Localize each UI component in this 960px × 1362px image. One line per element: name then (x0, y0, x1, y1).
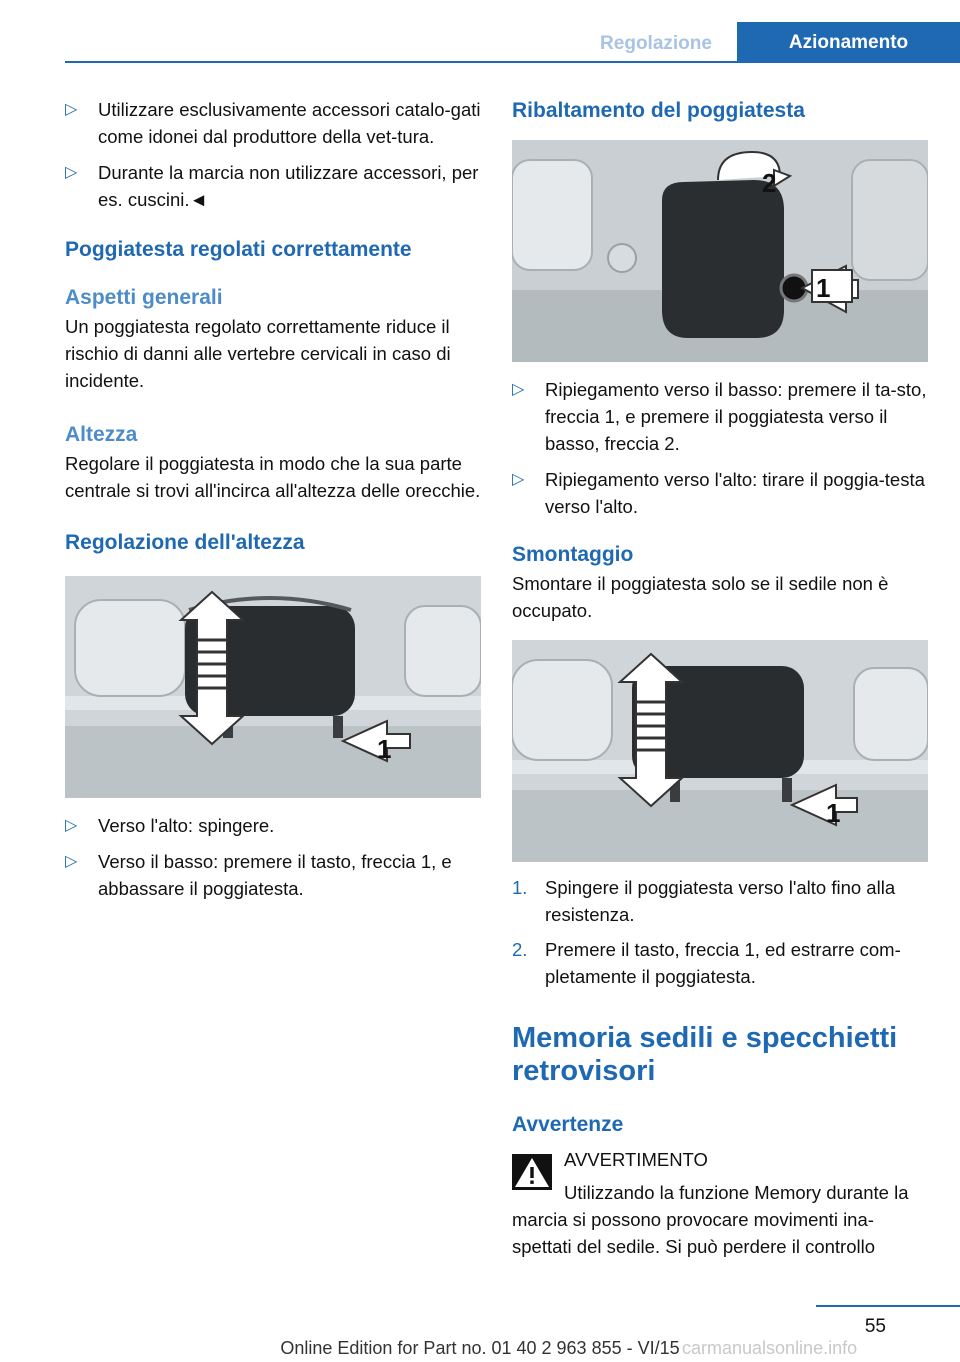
chapter-tab: Azionamento (737, 22, 960, 62)
bullet-item: ▷ Ripiegamento verso l'alto: tirare il poggia-testa verso l'alto. (512, 466, 930, 520)
edition-footer: Online Edition for Part no. 01 40 2 963 855 - VI/15 (280, 1338, 680, 1358)
numbered-step: 1. Spingere il poggiatesta verso l'alto fino alla resistenza. (512, 877, 896, 925)
arrow-label-2: 2 (762, 168, 777, 198)
left-column (65, 96, 483, 911)
right-column (512, 96, 930, 1260)
heading-memory: Memoria sedili e specchietti retrovisori (512, 1022, 898, 1087)
bullet-item: ▷ Durante la marcia non utilizzare accessori, per es. cuscini.◄ (65, 159, 483, 213)
warning-first-line (564, 1179, 930, 1206)
heading-correct-headrest: Poggiatesta regolati correttamente (65, 238, 412, 261)
arrow-label-1: 1 (816, 273, 831, 303)
paragraph-removal: Smontare il poggiatesta solo se il sedile non è occupato. (512, 573, 889, 621)
page-header (0, 0, 960, 64)
warning-triangle-icon (512, 1154, 552, 1190)
heading-removal: Smontaggio (512, 543, 634, 566)
headrest-fold-figure (512, 140, 928, 362)
triangle-bullet-icon: ▷ (65, 101, 78, 118)
header-rule (65, 61, 960, 63)
numbered-step: 2. Premere il tasto, freccia 1, ed estrarre com-pletamente il poggiatesta. (512, 939, 901, 987)
triangle-bullet-icon: ▷ (65, 853, 78, 870)
bullet-item: ▷ Verso il basso: premere il tasto, freccia 1, e abbassare il poggiatesta. (65, 848, 483, 902)
paragraph-general: Un poggiatesta regolato correttamente riduce il rischio di danni alle vertebre cervicali in caso di incidente. (65, 316, 451, 391)
warning-text: Utilizzando la funzione Memory durante la marcia si possono provocare movimenti ina-spettati del sedile. Si può perdere il controllo (512, 1182, 909, 1257)
warning-block (512, 1146, 930, 1206)
triangle-bullet-icon: ▷ (65, 817, 78, 834)
warning-title: AVVERTIMENTO (564, 1149, 708, 1170)
watermark: carmanualsonline.info (682, 1338, 858, 1358)
heading-height: Altezza (65, 423, 138, 446)
bullet-item: ▷ Ripiegamento verso il basso: premere il ta-sto, freccia 1, e premere il poggiatesta verso il basso, freccia 2. (512, 376, 930, 457)
bullet-item: ▷ Utilizzare esclusivamente accessori catalo-gati come idonei dal produttore della vet-tura. (65, 96, 483, 150)
triangle-bullet-icon: ▷ (512, 381, 525, 398)
arrow-label-1: 1 (377, 734, 392, 764)
arrow-label-1: 1 (826, 798, 841, 828)
heading-general: Aspetti generali (65, 286, 223, 309)
page-number: 55 (864, 1316, 886, 1337)
triangle-bullet-icon: ▷ (512, 471, 525, 488)
bullet-item: ▷ Verso l'alto: spingere. (65, 812, 483, 839)
heading-fold: Ribaltamento del poggiatesta (512, 99, 805, 122)
paragraph-height: Regolare il poggiatesta in modo che la sua parte centrale si trovi all'incirca all'altezza delle orecchie. (65, 453, 481, 501)
footer-rule (816, 1305, 960, 1307)
headrest-height-figure (65, 576, 481, 798)
triangle-bullet-icon: ▷ (65, 164, 78, 181)
section-label: Regolazione (600, 33, 712, 54)
heading-notes: Avvertenze (512, 1113, 624, 1136)
heading-height-adjust: Regolazione dell'altezza (65, 531, 305, 554)
headrest-removal-figure (512, 640, 928, 862)
